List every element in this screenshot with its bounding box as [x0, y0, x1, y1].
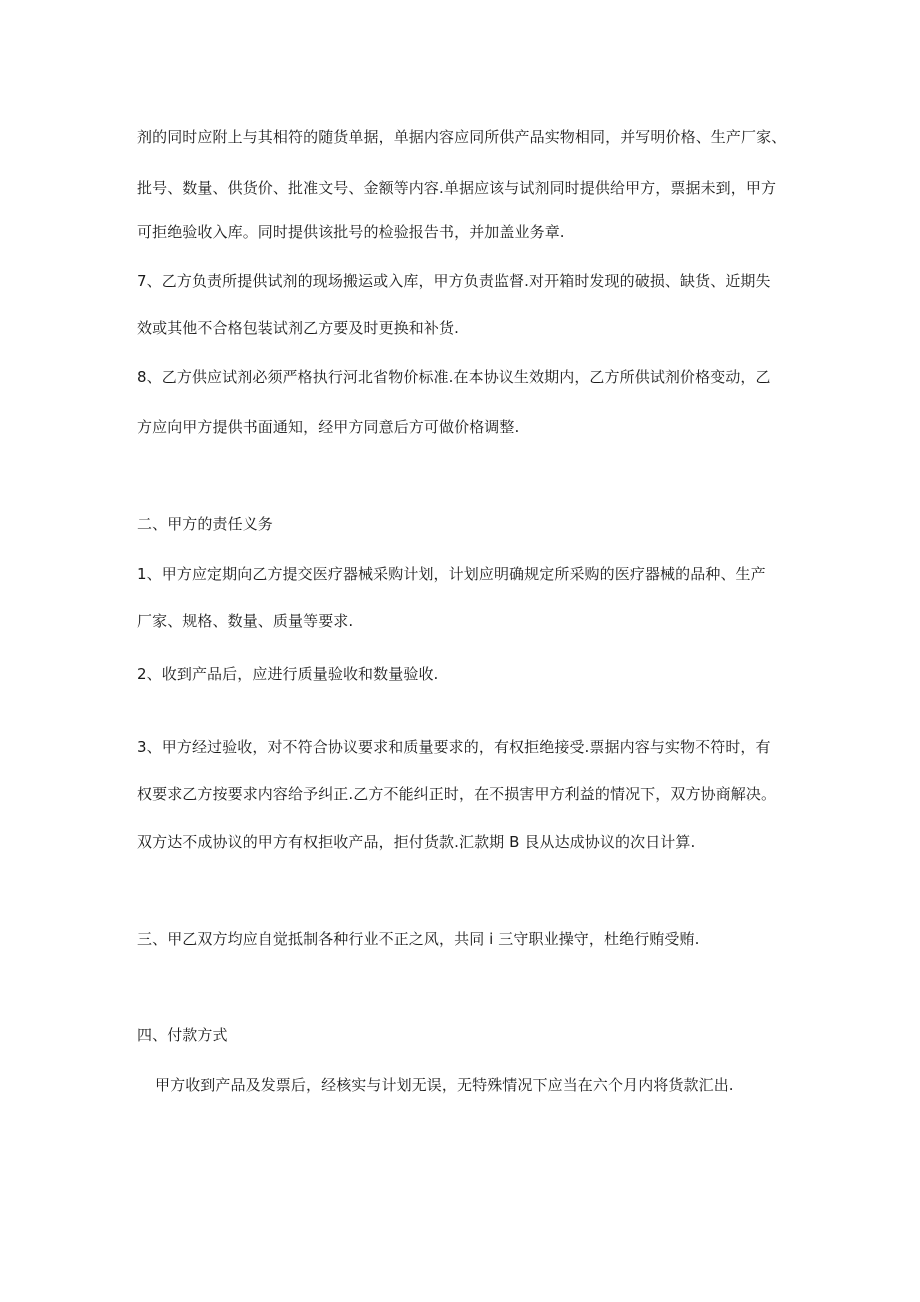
paragraph-line: 方应向甲方提供书面通知，经甲方同意后方可做价格调整.	[137, 418, 520, 436]
section-heading: 三、甲乙双方均应自觉抵制各种行业不正之风，共同 i 三守职业操守，杜绝行贿受贿.	[137, 930, 700, 948]
paragraph-line: 甲方收到产品及发票后，经核实与计划无误，无特殊情况下应当在六个月内将货款汇出.	[155, 1076, 734, 1094]
paragraph-line: 批号、数量、供货价、批准文号、金额等内容.单据应该与试剂同时提供给甲方，票据未到，甲方	[137, 179, 777, 197]
section-heading: 四、付款方式	[137, 1026, 228, 1044]
paragraph-line: 8、乙方供应试剂必须严格执行河北省物价标准.在本协议生效期内，乙方所供试剂价格变动，乙	[137, 368, 771, 386]
paragraph-line: 可拒绝验收入库。同时提供该批号的检验报告书，并加盖业务章.	[137, 223, 565, 241]
paragraph-line: 剂的同时应附上与其相符的随货单据，单据内容应同所供产品实物相同，并写明价格、生产厂家、	[137, 128, 787, 146]
paragraph-line: 权要求乙方按要求内容给予纠正.乙方不能纠正时，在不损害甲方利益的情况下，双方协商解决。	[137, 785, 777, 803]
paragraph-line: 效或其他不合格包装试剂乙方要及时更换和补货.	[137, 319, 459, 337]
section-heading: 二、甲方的责任义务	[137, 515, 273, 533]
paragraph-line: 双方达不成协议的甲方有权拒收产品，拒付货款.汇款期 B 艮从达成协议的次日计算.	[137, 833, 696, 851]
paragraph-line: 1、甲方应定期向乙方提交医疗器械采购计划，计划应明确规定所采购的医疗器械的品种、生产	[137, 565, 766, 583]
paragraph-line: 2、收到产品后，应进行质量验收和数量验收.	[137, 665, 439, 683]
paragraph-line: 3、甲方经过验收，对不符合协议要求和质量要求的，有权拒绝接受.票据内容与实物不符时，有	[137, 738, 771, 756]
paragraph-line: 7、乙方负责所提供试剂的现场搬运或入库，甲方负责监督.对开箱时发现的破损、缺货、近期失	[137, 272, 771, 290]
paragraph-line: 厂家、规格、数量、质量等要求.	[137, 612, 354, 630]
